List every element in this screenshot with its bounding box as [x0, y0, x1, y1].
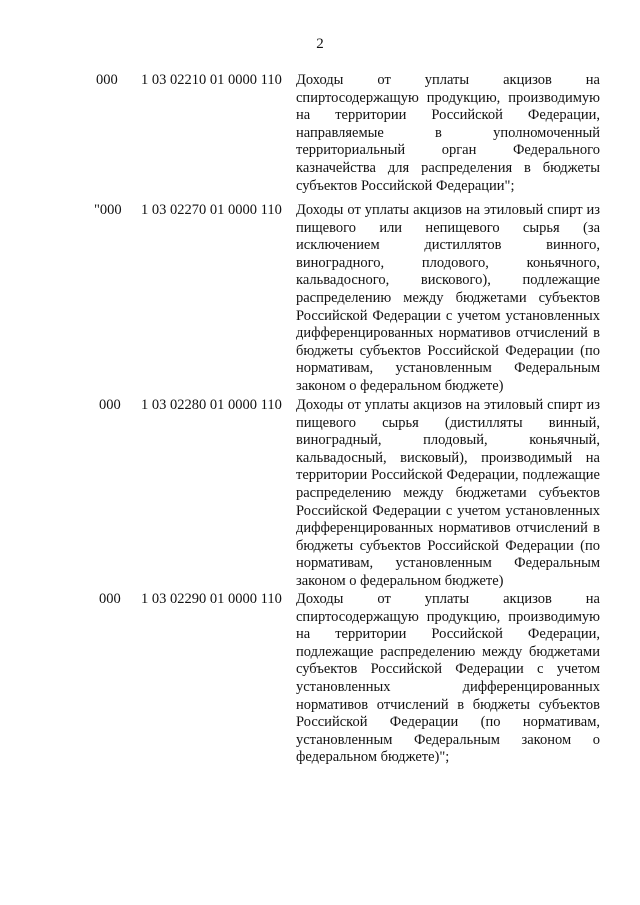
description-line: бюджеты субъектов Российской Федерации (по [296, 342, 600, 359]
description-line: распределению между бюджетами субъектов [296, 289, 600, 306]
description-line: кальвадосный, висковый), производимый на [296, 449, 600, 466]
description-line: спиртосодержащую продукцию, производимую [296, 89, 600, 106]
description-line: направляемые в уполномоченный [296, 124, 600, 141]
revenue-description [296, 591, 600, 767]
budget-classification-code: 1 03 02280 01 0000 110 [141, 397, 282, 413]
description-line: Доходы от уплаты акцизов на этиловый спирт из [296, 397, 600, 413]
description-line: нормативов отчислений в бюджеты субъектов [296, 696, 600, 713]
description-line: спиртосодержащую продукцию, производимую [296, 608, 600, 625]
admin-code: "000 [94, 202, 122, 218]
admin-code: 000 [99, 591, 121, 607]
description-line: нормативам, установленным Федеральным [296, 360, 600, 377]
description-line: подлежащие распределению между бюджетами [296, 643, 600, 660]
description-line: на территории Российской Федерации, [296, 107, 600, 124]
description-line: установленных дифференцированных [296, 678, 600, 695]
description-line: кальвадосного, вискового), подлежащие [296, 272, 600, 289]
description-line: пищевого или непищевого сырья (за [296, 219, 600, 236]
revenue-description [296, 202, 600, 396]
description-line: Доходы от уплаты акцизов на [296, 591, 600, 607]
description-line: Доходы от уплаты акцизов на этиловый спирт из [296, 202, 600, 218]
description-line: субъектов Российской Федерации с учетом [296, 661, 600, 678]
description-line: субъектов Российской Федерации"; [296, 177, 515, 194]
description-line: Российской Федерации с учетом установленных [296, 502, 600, 519]
description-line: Российской Федерации с учетом установленных [296, 307, 600, 324]
description-line: дифференцированных нормативов отчислений в [296, 325, 600, 342]
description-line: исключением дистиллятов винного, [296, 237, 600, 254]
description-line: территориальный орган Федерального [296, 142, 600, 159]
description-line: казначейства для распределения в бюджеты [296, 159, 600, 176]
budget-classification-code: 1 03 02270 01 0000 110 [141, 202, 282, 218]
budget-classification-code: 1 03 02210 01 0000 110 [141, 72, 282, 88]
admin-code: 000 [96, 72, 118, 88]
admin-code: 000 [99, 397, 121, 413]
description-line: территории Российской Федерации, подлежащие [296, 467, 600, 484]
description-line: дифференцированных нормативов отчислений в [296, 520, 600, 537]
description-line: Доходы от уплаты акцизов на [296, 72, 600, 88]
description-line: на территории Российской Федерации, [296, 626, 600, 643]
revenue-description [296, 397, 600, 591]
description-line: распределению между бюджетами субъектов [296, 484, 600, 501]
description-line: виноградный, плодовый, коньячный, [296, 432, 600, 449]
description-line: виноградного, плодового, коньячного, [296, 254, 600, 271]
description-line: пищевого сырья (дистилляты винный, [296, 414, 600, 431]
description-line: федеральном бюджете)"; [296, 749, 450, 766]
description-line: законом о федеральном бюджете) [296, 572, 504, 589]
budget-classification-code: 1 03 02290 01 0000 110 [141, 591, 282, 607]
description-line: бюджеты субъектов Российской Федерации (по [296, 537, 600, 554]
description-line: установленным Федеральным законом о [296, 731, 600, 748]
revenue-description [296, 72, 600, 195]
description-line: законом о федеральном бюджете) [296, 377, 504, 394]
description-line: Российской Федерации (по нормативам, [296, 714, 600, 731]
description-line: нормативам, установленным Федеральным [296, 555, 600, 572]
page-number: 2 [316, 36, 324, 52]
